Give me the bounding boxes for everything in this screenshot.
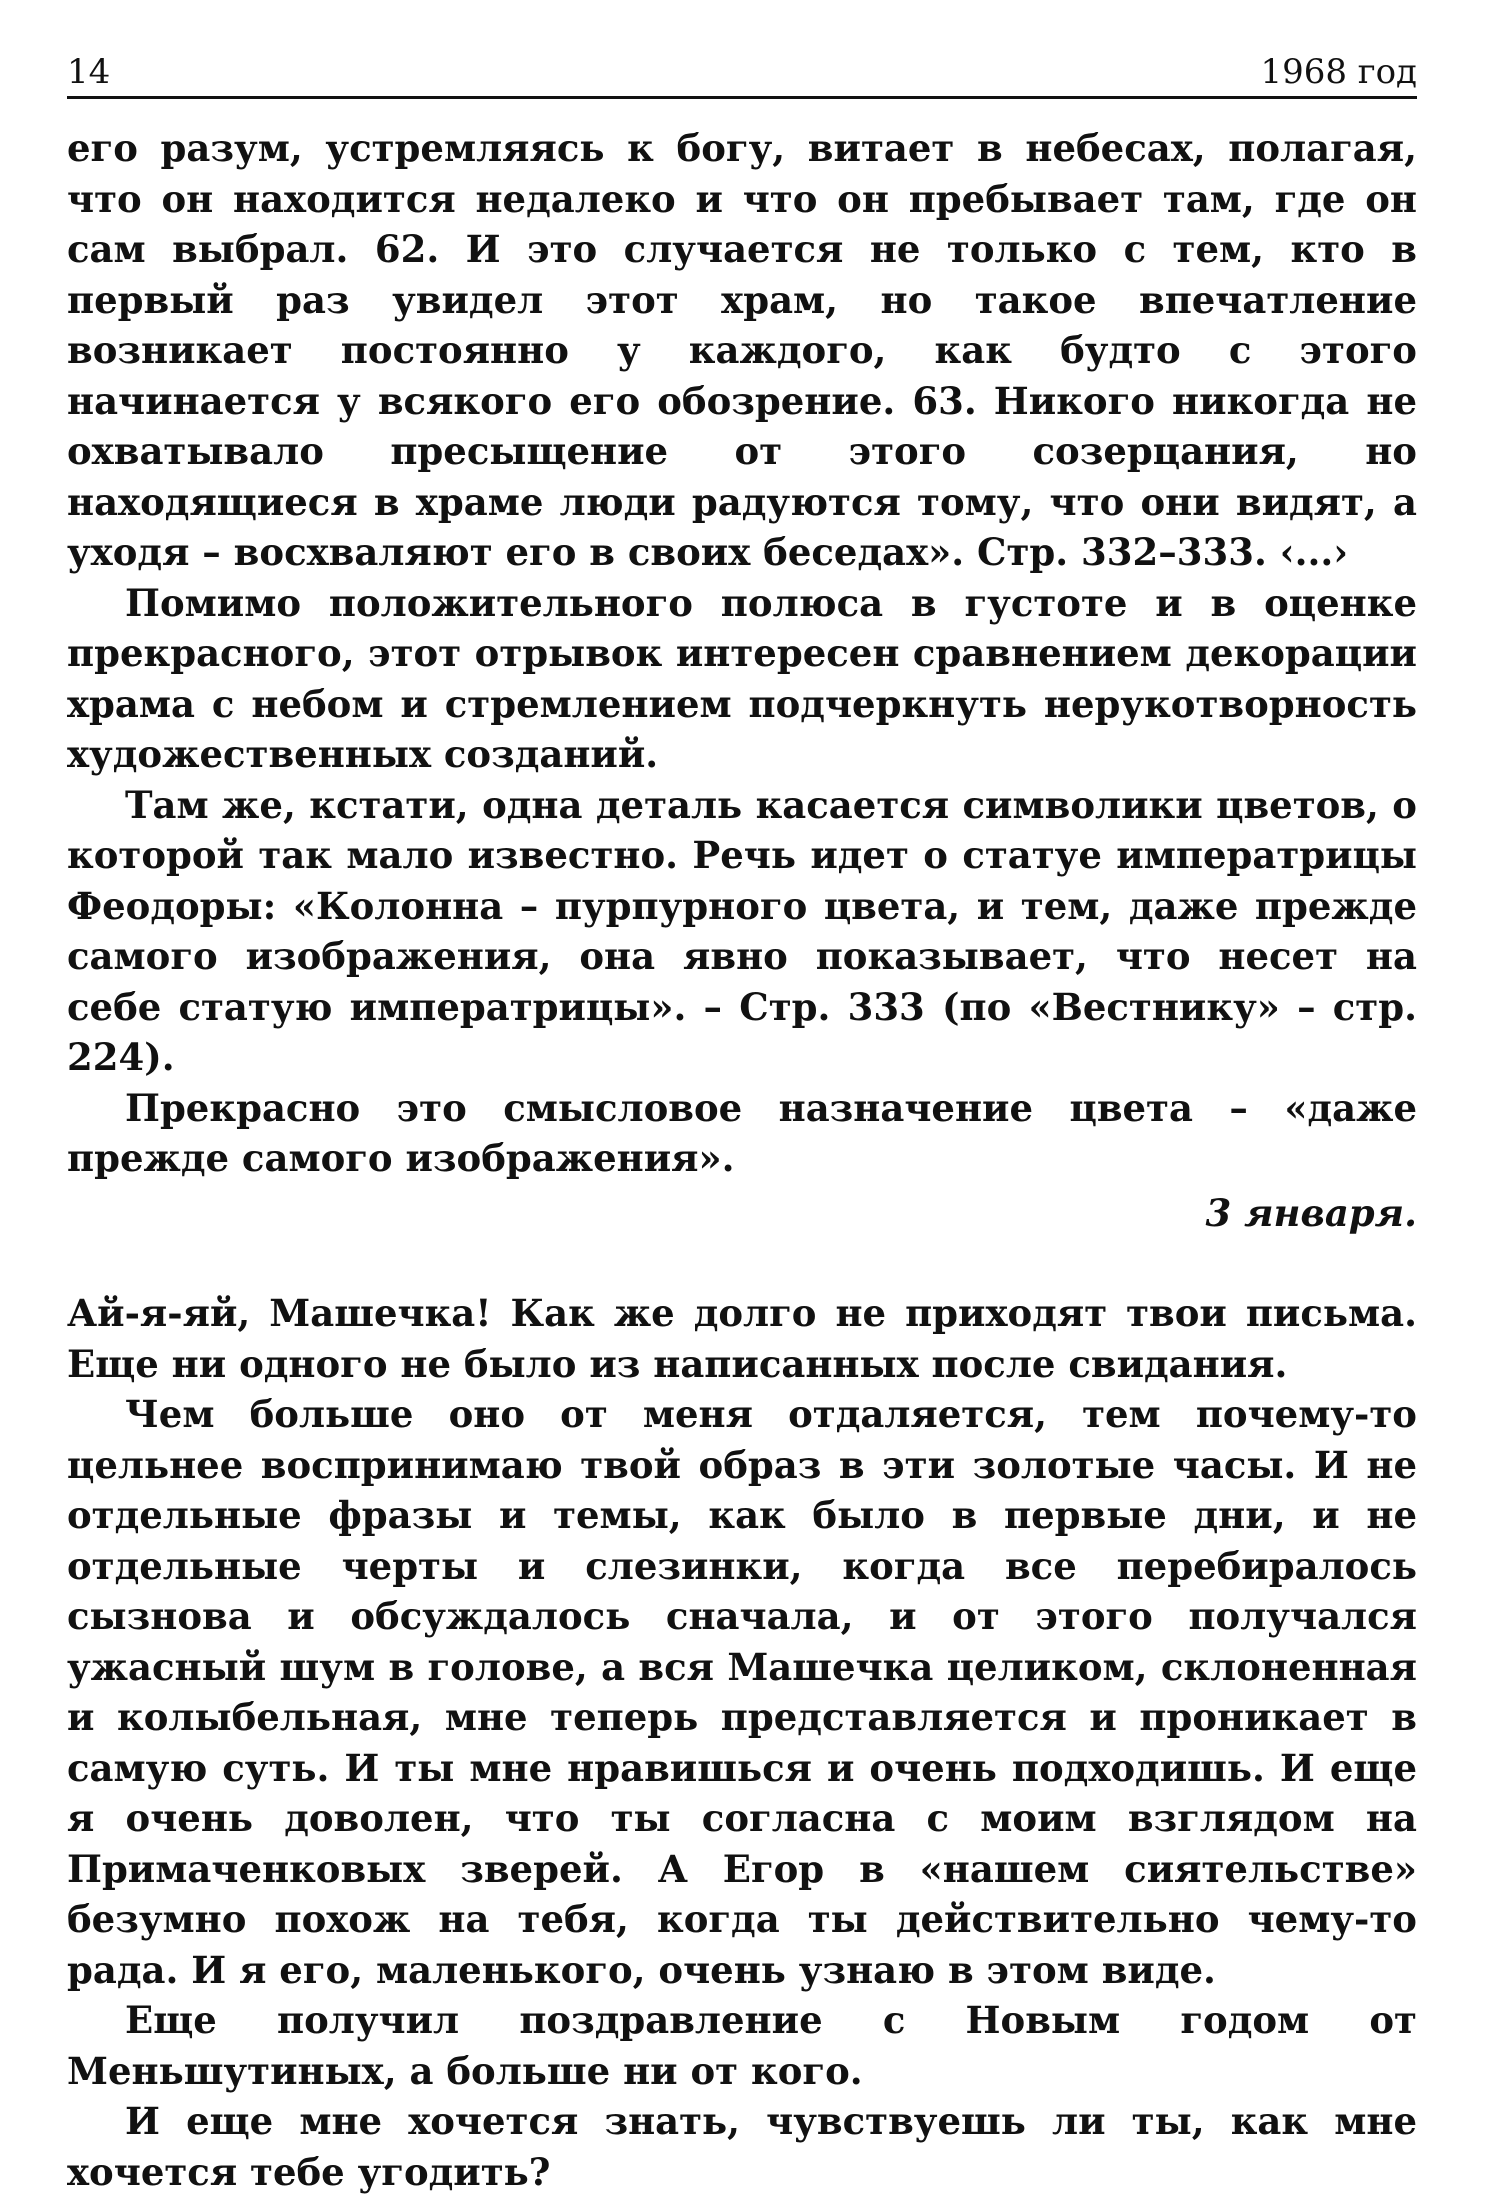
paragraph-continuation: его разум, устремляясь к богу, витает в небесах, полагая, что он находится недалеко и что он пребывает там, где он сам выбрал. 62. И это случается не только с тем, кто в первый раз увидел этот храм, но такое впечатление возникает постоянно у каждого, как будто с этого начинается у всякого его обозрение. 63. Никого никогда не охватывало пресыщение от этого созерцания, но находящиеся в храме люди радуются тому, что они видят, а уходя – восхваляют его в своих беседах». Стр. 332–333. ‹...›: [67, 126, 1417, 574]
paragraph: Там же, кстати, одна деталь касается символики цветов, о которой так мало известно. Речь идет о статуе императрицы Феодоры: «Колонна – пурпурного цвета, и тем, даже прежде самого изображения, она явно показывает, что несет на себе статую императрицы». – Стр. 333 (по «Вестнику» – стр. 224).: [67, 782, 1417, 1079]
book-page: [67, 50, 1417, 2197]
page-number: 14: [67, 52, 111, 92]
letter-paragraph: Ай-я-яй, Машечка! Как же долго не приходят твои письма. Еще ни одного не было из написанных после свидания.: [67, 1291, 1417, 1386]
letter-paragraph: И еще мне хочется знать, чувствуешь ли ты, как мне хочется тебе угодить?: [67, 2099, 1417, 2194]
letter-paragraph: Чем больше оно от меня отдаляется, тем почему-то цельнее воспринимаю твой образ в эти золотые часы. И не отдельные фразы и темы, как было в первые дни, и не отдельные черты и слезинки, когда все перебиралось сызнова и обсуждалось сначала, и от этого получался ужасный шум в голове, а вся Машечка целиком, склоненная и колыбельная, мне теперь представляется и проникает в самую суть. И ты мне нравишься и очень подходишь. И еще я очень доволен, что ты согласна с моим взглядом на Примаченковых зверей. А Егор в «нашем сиятельстве» безумно похож на тебя, когда ты действительно чему-то рада. И я его, маленького, очень узнаю в этом виде.: [67, 1392, 1417, 1992]
date-heading: 3 января.: [1205, 1190, 1417, 1235]
body-text: [67, 123, 1417, 2197]
letter-paragraph: Еще получил поздравление с Новым годом от Меньшутиных, а больше ни от кого.: [67, 1998, 1417, 2093]
paragraph: Помимо положительного полюса в густоте и в оценке прекрасного, этот отрывок интересен сравнением декорации храма с небом и стремлением подчеркнуть нерукотворность художественных созданий.: [67, 580, 1417, 776]
running-head: [67, 50, 1417, 99]
paragraph: Прекрасно это смысловое назначение цвета – «даже прежде самого изображения».: [67, 1085, 1417, 1180]
running-title: 1968 год: [1260, 52, 1417, 92]
